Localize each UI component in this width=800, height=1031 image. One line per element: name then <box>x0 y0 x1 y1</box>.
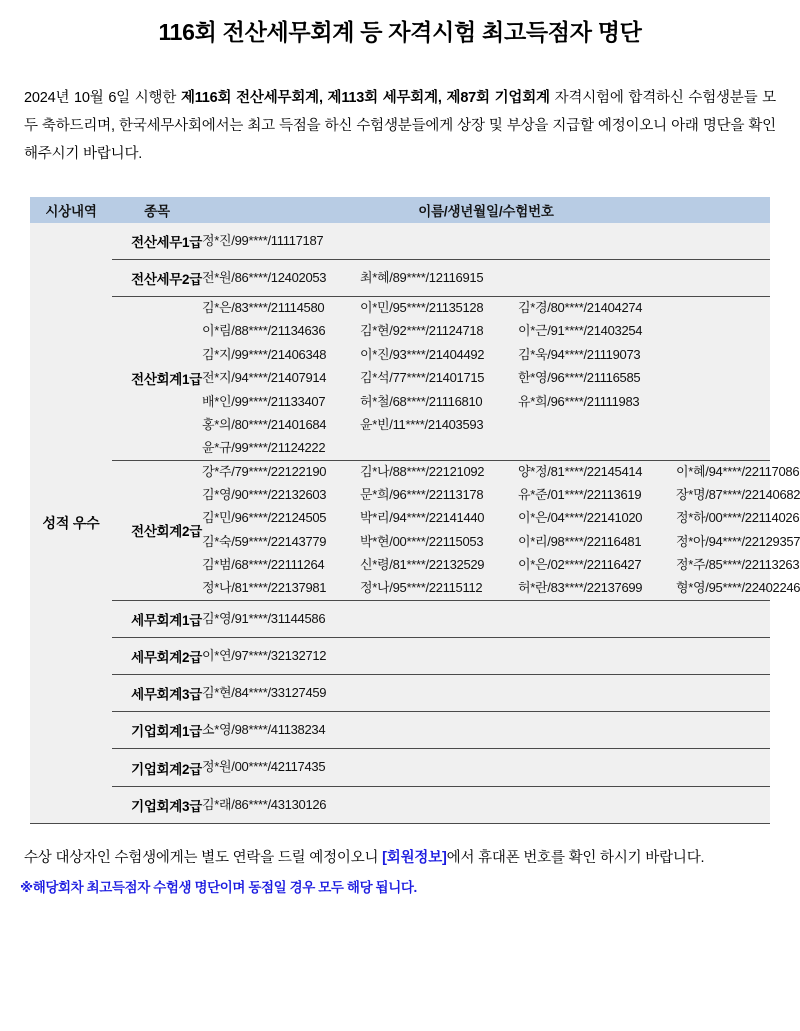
intro-text-part2: 자격시험에 합격하신 수험생분들 모두 축하드리며, 한국세무사회에서는 최고 득점을 하신 수험생분들에게 상장 및 부상을 지급할 예정이오니 아래 명단을 확인해주시기 바랍니다. <box>24 89 776 163</box>
names-grid <box>202 297 770 460</box>
footer-text-part2: 에서 휴대폰 번호를 확인 하시기 바랍니다. <box>446 850 705 867</box>
candidate-entry: 박*현/00****/22115053 <box>360 533 484 549</box>
candidate-entry: 강*주/79****/22122190 <box>202 463 327 479</box>
candidate-entry: 이*은/02****/22116427 <box>518 557 642 573</box>
candidate-entry: 이*연/97****/32132712 <box>202 647 327 663</box>
candidate-entry: 이*근/91****/21403254 <box>518 323 643 339</box>
candidate-entry: 허*철/68****/21116810 <box>360 393 483 409</box>
candidate-entry: 이*림/88****/21134636 <box>202 323 326 339</box>
candidate-entry: 윤*규/99****/21124222 <box>202 440 326 456</box>
candidate-entry: 김*영/91****/31144586 <box>202 610 326 626</box>
names-grid <box>202 721 770 739</box>
names-cell <box>202 712 770 749</box>
subject-cell: 세무회계1급 <box>112 600 202 637</box>
names-cell <box>202 600 770 637</box>
candidate-entry: 김*은/83****/21114580 <box>202 300 325 316</box>
candidate-entry: 형*영/95****/22402246 <box>676 580 800 596</box>
table-body <box>30 223 800 823</box>
candidate-entry: 김*영/90****/22132603 <box>202 486 327 502</box>
table-row <box>30 786 770 823</box>
names-grid <box>202 796 770 814</box>
subject-cell: 기업회계2급 <box>112 749 202 786</box>
subject-cell: 전산회계2급 <box>112 460 202 600</box>
footnote-text: ※해당회차 최고득점자 수험생 명단이며 동점일 경우 모두 해당 됩니다. <box>20 879 417 895</box>
candidate-entry: 이*혜/94****/22117086 <box>676 463 800 479</box>
table-row <box>30 223 770 260</box>
candidate-entry: 이*리/98****/22116481 <box>518 533 642 549</box>
candidate-entry: 김*지/99****/21406348 <box>202 346 327 362</box>
candidate-entry: 배*인/99****/21133407 <box>202 393 326 409</box>
names-grid <box>202 758 770 776</box>
names-grid <box>202 232 770 250</box>
candidate-entry: 장*명/87****/22140682 <box>676 486 800 502</box>
candidate-entry: 김*범/68****/22111264 <box>202 557 325 573</box>
names-cell <box>202 223 770 260</box>
candidate-entry: 최*혜/89****/12116915 <box>360 269 484 285</box>
candidate-entry: 전*지/94****/21407914 <box>202 370 327 386</box>
candidate-entry: 정*원/00****/42117435 <box>202 759 326 775</box>
names-cell <box>202 259 770 296</box>
award-category-cell: 성적 우수 <box>30 223 112 823</box>
candidate-entry: 홍*의/80****/21401684 <box>202 416 327 432</box>
candidate-entry: 문*희/96****/22113178 <box>360 486 484 502</box>
candidate-entry: 전*원/86****/12402053 <box>202 269 327 285</box>
table-header-row <box>30 197 770 223</box>
page-title: 116회 전산세무회계 등 자격시험 최고득점자 명단 <box>158 19 642 45</box>
subject-cell: 전산세무1급 <box>112 223 202 260</box>
intro-text-bold: 제116회 전산세무회계, 제113회 세무회계, 제87회 기업회계 <box>180 89 550 106</box>
names-grid <box>202 610 770 628</box>
column-header-names: 이름/생년월일/수험번호 <box>202 197 770 223</box>
table-row <box>30 297 770 461</box>
candidate-entry: 이*은/04****/22141020 <box>518 510 643 526</box>
candidate-entry: 김*나/88****/22121092 <box>360 463 485 479</box>
subject-cell: 세무회계3급 <box>112 675 202 712</box>
candidate-entry: 김*석/77****/21401715 <box>360 370 485 386</box>
candidate-entry: 김*래/86****/43130126 <box>202 796 327 812</box>
footer-text-part1: 수상 대상자인 수험생에게는 별도 연락을 드릴 예정이오니 <box>24 850 383 867</box>
subject-cell: 기업회계3급 <box>112 786 202 823</box>
candidate-entry: 양*정/81****/22145414 <box>518 463 643 479</box>
column-header-award: 시상내역 <box>30 197 112 223</box>
names-cell <box>202 749 770 786</box>
candidate-entry-empty <box>518 414 770 436</box>
table-row <box>30 712 770 749</box>
candidate-entry: 정*나/95****/22115112 <box>360 580 483 596</box>
candidate-entry: 유*준/01****/22113619 <box>518 486 642 502</box>
candidate-entry: 이*민/95****/21135128 <box>360 300 484 316</box>
candidate-entry: 정*아/94****/22129357 <box>676 533 800 549</box>
award-table <box>30 197 800 823</box>
names-grid <box>202 269 770 287</box>
names-cell <box>202 297 770 461</box>
table-row <box>30 749 770 786</box>
candidate-entry: 이*진/93****/21404492 <box>360 346 485 362</box>
names-grid <box>202 684 770 702</box>
names-grid <box>202 461 800 600</box>
candidate-entry: 김*민/96****/22124505 <box>202 510 327 526</box>
candidate-entry: 정*주/85****/22113263 <box>676 557 800 573</box>
column-header-subject: 종목 <box>112 197 202 223</box>
table-row <box>30 259 770 296</box>
candidate-entry: 허*란/83****/22137699 <box>518 580 643 596</box>
candidate-entry: 김*현/92****/21124718 <box>360 323 484 339</box>
candidate-entry: 신*령/81****/22132529 <box>360 557 485 573</box>
candidate-entry: 윤*빈/11****/21403593 <box>360 416 484 432</box>
candidate-entry: 소*영/98****/41138234 <box>202 722 326 738</box>
table-row <box>30 600 770 637</box>
names-grid <box>202 647 770 665</box>
table-row <box>30 675 770 712</box>
candidate-entry: 정*진/99****/11117187 <box>202 232 324 248</box>
names-cell <box>202 460 800 600</box>
subject-cell: 기업회계1급 <box>112 712 202 749</box>
subject-cell: 전산세무2급 <box>112 259 202 296</box>
candidate-entry: 김*경/80****/21404274 <box>518 300 643 316</box>
candidate-entry: 한*영/96****/21116585 <box>518 370 641 386</box>
table-header <box>30 197 770 223</box>
intro-paragraph <box>24 84 776 169</box>
award-table-wrapper <box>30 197 800 823</box>
candidate-entry: 정*하/00****/22114026 <box>676 510 800 526</box>
candidate-entry: 김*현/84****/33127459 <box>202 685 327 701</box>
subject-cell: 전산회계1급 <box>112 297 202 461</box>
candidate-entry: 정*나/81****/22137981 <box>202 580 327 596</box>
candidate-entry: 유*희/96****/21111983 <box>518 393 640 409</box>
table-bottom-rule <box>30 823 770 825</box>
subject-cell: 세무회계2급 <box>112 637 202 674</box>
candidate-entry: 박*리/94****/22141440 <box>360 510 485 526</box>
candidate-entry-empty <box>360 437 518 459</box>
document-page <box>0 18 800 1031</box>
footer-paragraph <box>24 844 776 872</box>
candidate-entry: 김*숙/59****/22143779 <box>202 533 327 549</box>
table-row <box>30 460 770 600</box>
table-row <box>30 637 770 674</box>
member-info-link[interactable]: [회원정보] <box>382 850 447 867</box>
names-cell <box>202 675 770 712</box>
intro-text-part1: 2024년 10월 6일 시행한 <box>24 89 181 106</box>
names-cell <box>202 786 770 823</box>
names-cell <box>202 637 770 674</box>
candidate-entry: 김*욱/94****/21119073 <box>518 346 641 362</box>
